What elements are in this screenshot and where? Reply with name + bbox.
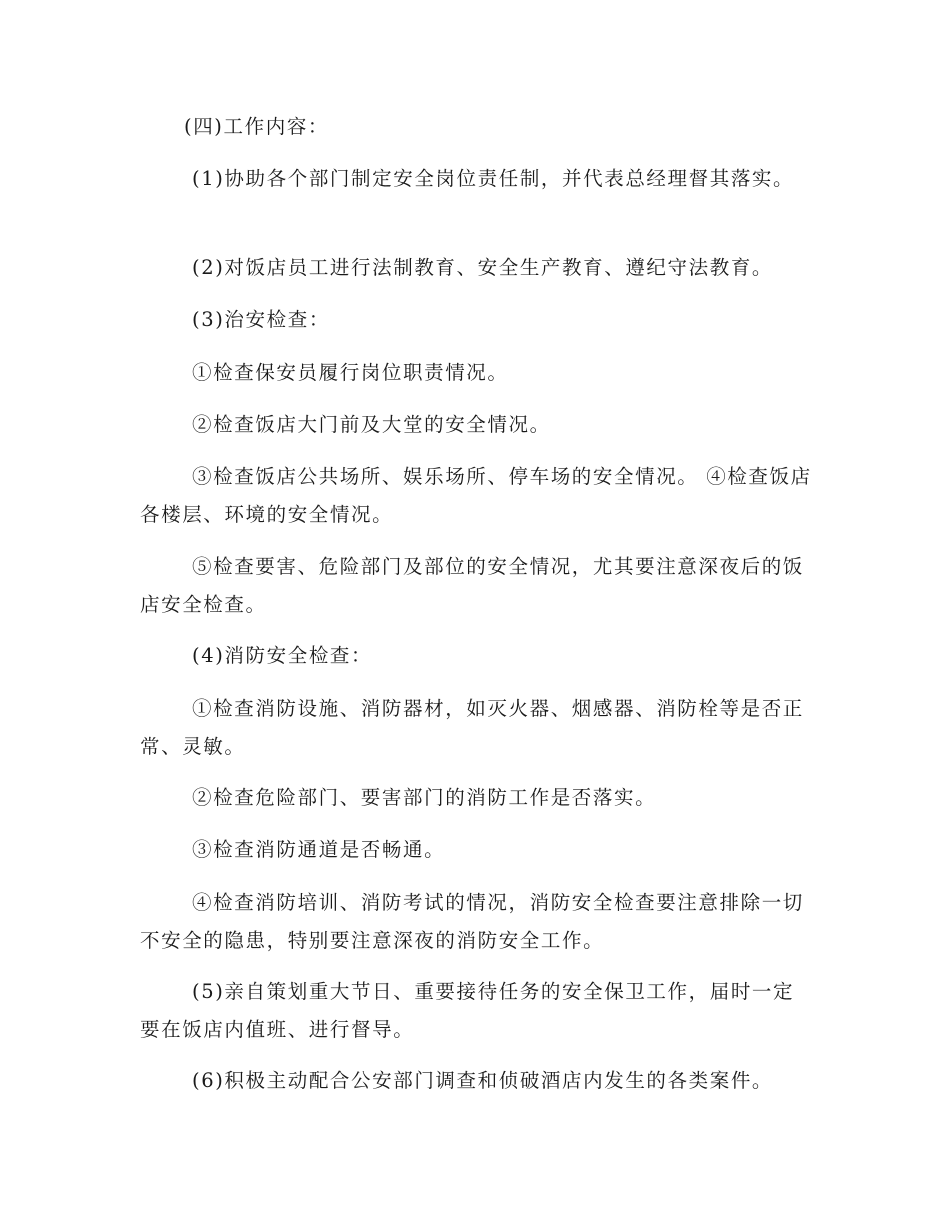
paragraph-item-2: (2)对饭店员工进行法制教育、安全生产教育、遵纪守法教育。 [192,256,774,279]
paragraph-fire-check-4: ④检查消防培训、消防考试的情况，消防安全检查要注意排除一切不安全的隐患，特别要注意深夜的消防安全工作。 [140,891,804,952]
paragraph-security-check-5: ⑤检查要害、危险部门及部位的安全情况，尤其要注意深夜后的饭店安全检查。 [140,555,804,616]
section-heading-work-content: (四)工作内容： [184,115,330,138]
paragraph-security-check-1: ①检查保安员履行岗位职责情况。 [192,361,509,384]
paragraph-item-3-heading: (3)治安检查： [192,308,330,331]
paragraph-fire-check-1: ①检查消防设施、消防器材，如灭火器、烟感器、消防栓等是否正常、灵敏。 [140,697,804,758]
paragraph-fire-check-3: ③检查消防通道是否畅通。 [192,838,446,861]
paragraph-fire-check-2: ②检查危险部门、要害部门的消防工作是否落实。 [192,786,657,809]
paragraph-security-check-2: ②检查饭店大门前及大堂的安全情况。 [192,413,551,436]
paragraph-item-4-heading: (4)消防安全检查： [192,644,373,667]
paragraph-item-6: (6)积极主动配合公安部门调查和侦破酒店内发生的各类案件。 [192,1069,774,1092]
paragraph-item-1: (1)协助各个部门制定安全岗位责任制，并代表总经理督其落实。 [192,167,795,190]
paragraph-security-check-3-4: ③检查饭店公共场所、娱乐场所、停车场的安全情况。 ④检查饭店各楼层、环境的安全情况。 [140,465,812,526]
paragraph-item-5: (5)亲自策划重大节日、重要接待任务的安全保卫工作，届时一定要在饭店内值班、进行督导。 [140,980,795,1041]
